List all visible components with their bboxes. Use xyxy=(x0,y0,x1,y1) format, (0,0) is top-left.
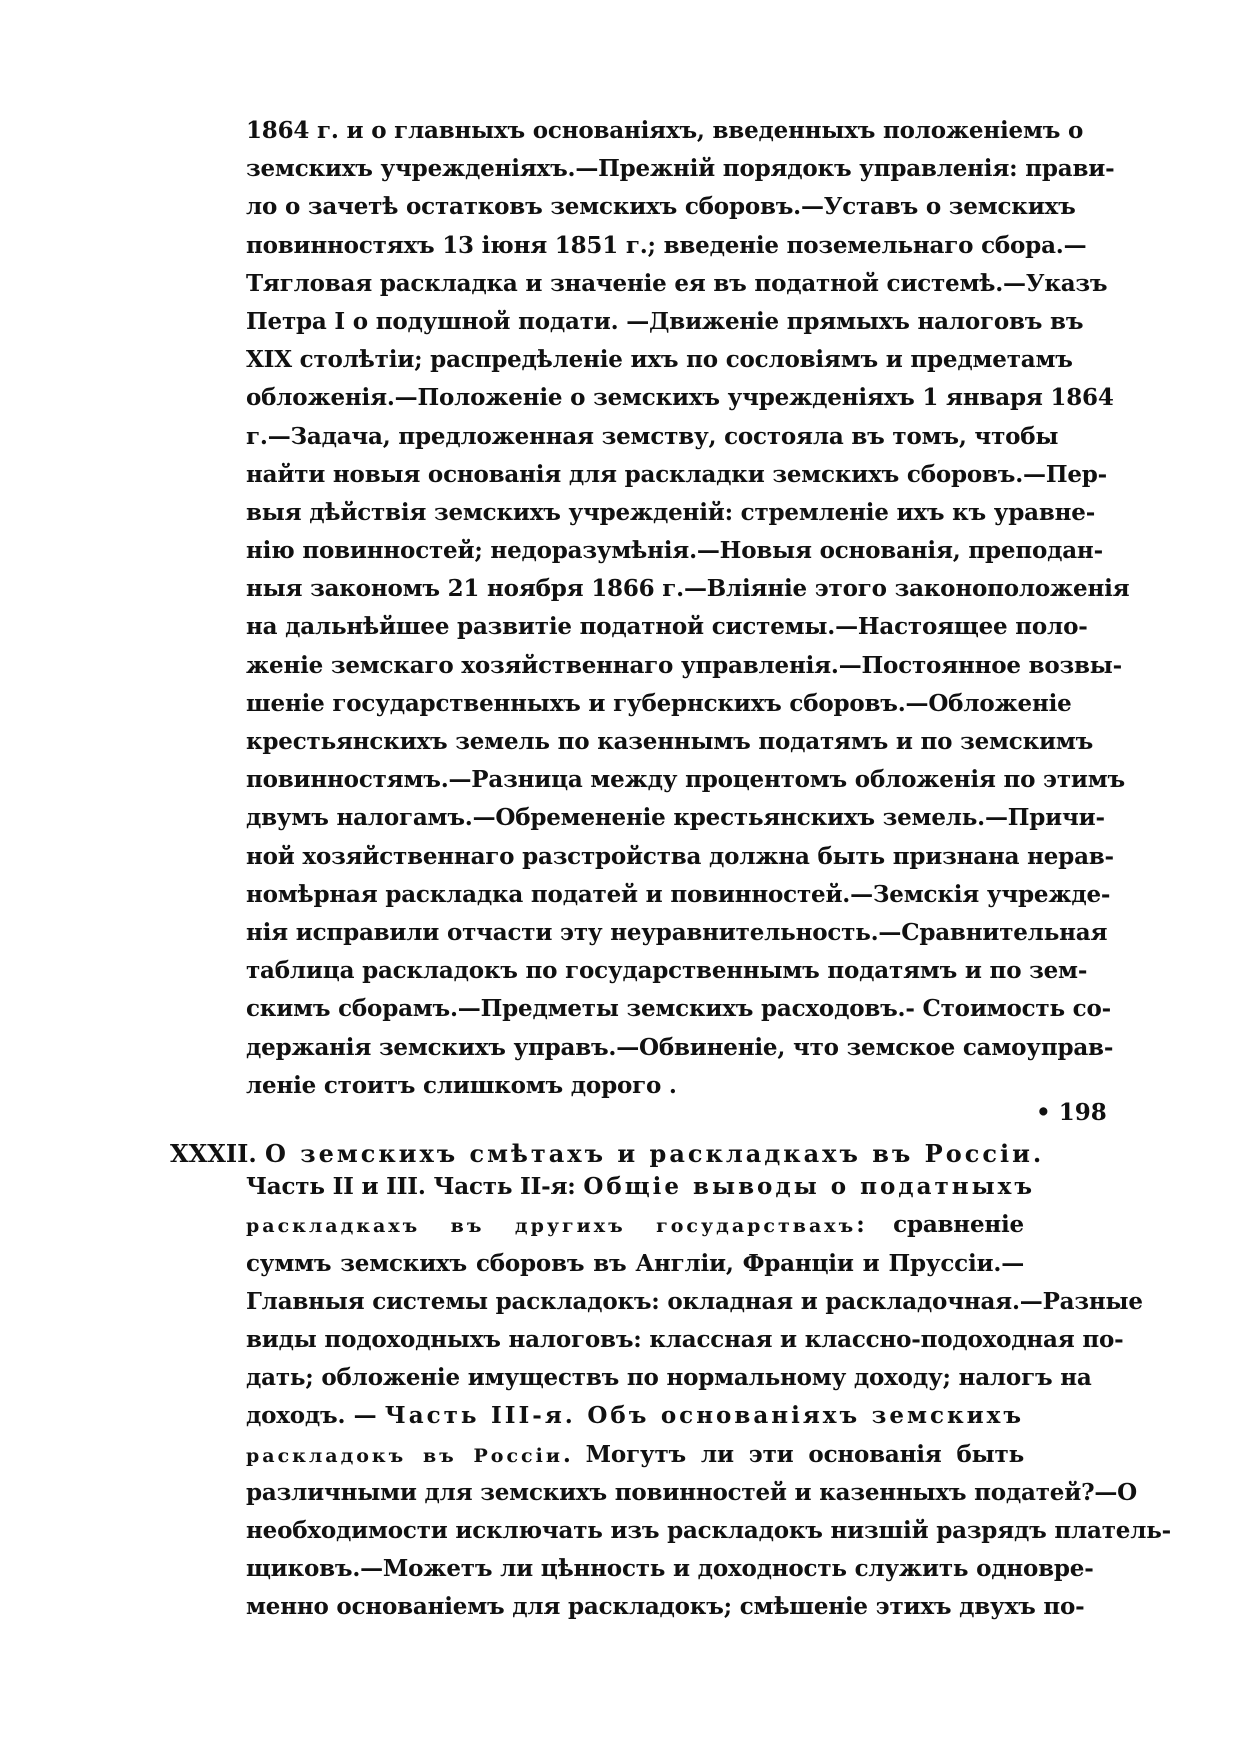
text-line: менно основаніемъ для раскладокъ; смѣшеніе этихъ двухъ по- xyxy=(246,1593,1085,1621)
text-line: шеніе государственныхъ и губернскихъ сборовъ.—Обложеніе xyxy=(246,689,1072,717)
spaced-text-segment: Часть III-я. Объ основаніяхъ земскихъ xyxy=(384,1402,1024,1430)
text-line: щиковъ.—Можетъ ли цѣнность и доходность служить одновре- xyxy=(246,1555,1094,1583)
text-line: найти новыя основанія для раскладки земскихъ сборовъ.—Пер- xyxy=(246,460,1108,488)
text-line: таблица раскладокъ по государственнымъ податямъ и по зем- xyxy=(246,957,1088,985)
text-line: необходимости исключать изъ раскладокъ низшій разрядъ платель- xyxy=(246,1516,1171,1544)
text-line xyxy=(246,1206,1024,1244)
text-line: дать; обложеніе имуществъ по нормальному доходу; налогъ на xyxy=(246,1364,1092,1392)
text-line xyxy=(246,1436,1024,1474)
page-number: • 198 xyxy=(1036,1099,1107,1126)
text-line: повинностямъ.—Разница между процентомъ обложенія по этимъ xyxy=(246,766,1125,794)
text-line: скимъ сборамъ.—Предметы земскихъ расходовъ.- Стоимость со- xyxy=(246,995,1111,1023)
text-line: 1864 г. и о главныхъ основаніяхъ, введенныхъ положеніемъ о xyxy=(246,117,1084,144)
text-line: повинностяхъ 13 іюня 1851 г.; введеніе поземельнаго сбора.— xyxy=(246,231,1087,259)
text-line: леніе стоитъ слишкомъ дорого . xyxy=(246,1071,677,1099)
text-line: суммъ земскихъ сборовъ въ Англіи, Франціи и Пруссіи.— xyxy=(246,1249,1024,1277)
text-line: Тягловая раскладка и значеніе ея въ податной системѣ.—Указъ xyxy=(246,269,1108,297)
text-line: земскихъ учрежденіяхъ.—Прежній порядокъ управленія: прави- xyxy=(246,155,1115,183)
spaced-text-segment: раскладокъ въ Россіи xyxy=(246,1444,563,1467)
text-line: крестьянскихъ земель по казеннымъ податямъ и по земскимъ xyxy=(246,728,1094,755)
text-line: Петра I о подушной подати. —Движеніе прямыхъ налоговъ въ xyxy=(246,307,1084,335)
text-segment: Часть II и III. Часть II-я: xyxy=(246,1173,584,1201)
text-line: XIX столѣтіи; распредѣленіе ихъ по сословіямъ и предметамъ xyxy=(246,346,1073,374)
section-numeral: XXXII. xyxy=(170,1139,257,1168)
section-title: О земскихъ смѣтахъ и раскладкахъ въ Россіи. xyxy=(265,1139,1045,1168)
text-line: двумъ налогамъ.—Обремененіе крестьянскихъ земель.—Причи- xyxy=(246,804,1105,832)
text-line: ныя закономъ 21 ноября 1866 г.—Вліяніе этого законоположенія xyxy=(246,575,1130,603)
text-line: обложенія.—Положеніе о земскихъ учрежденіяхъ 1 января 1864 xyxy=(246,384,1114,412)
text-line: Главныя системы раскладокъ: окладная и раскладочная.—Разные xyxy=(246,1287,1143,1315)
text-line: различными для земскихъ повинностей и казенныхъ податей?—О xyxy=(246,1478,1138,1506)
text-line: нію повинностей; недоразумѣнія.—Новыя основанія, преподан- xyxy=(246,537,1103,565)
text-line: выя дѣйствія земскихъ учрежденій: стремленіе ихъ къ уравне- xyxy=(246,498,1096,526)
text-line: г.—Задача, предложенная земству, состояла въ томъ, чтобы xyxy=(246,422,1059,450)
spaced-text-segment: Общіе выводы о податныхъ xyxy=(583,1173,1036,1201)
text-line xyxy=(246,1397,1024,1435)
text-segment: : сравненіе xyxy=(856,1211,1024,1239)
text-line: ной хозяйственнаго разстройства должна быть признана нерав- xyxy=(246,842,1114,870)
text-line xyxy=(246,1168,1036,1206)
text-line: женіе земскаго хозяйственнаго управленія.—Постоянное возвы- xyxy=(246,651,1123,679)
text-line: держанія земскихъ управъ.—Обвиненіе, что земское самоуправ- xyxy=(246,1033,1114,1061)
text-block-section xyxy=(246,1130,1171,1626)
text-segment: доходъ. — xyxy=(246,1402,385,1430)
text-line: нія исправили отчасти эту неуравнительность.—Сравнительная xyxy=(246,918,1108,946)
spaced-text-segment: раскладкахъ въ другихъ государствахъ xyxy=(246,1215,857,1238)
text-line: ло о зачетѣ остатковъ земскихъ сборовъ.—Уставъ о земскихъ xyxy=(246,193,1076,221)
text-line: на дальнѣйшее развитіе податной системы.—Настоящее поло- xyxy=(246,613,1088,641)
text-line: номѣрная раскладка податей и повинностей.—Земскія учрежде- xyxy=(246,880,1111,908)
text-line: виды подоходныхъ налоговъ: классная и классно-подоходная по- xyxy=(246,1325,1124,1353)
text-segment: . Могутъ ли эти основанія быть xyxy=(562,1440,1024,1468)
text-block-continuation xyxy=(246,112,1130,1105)
